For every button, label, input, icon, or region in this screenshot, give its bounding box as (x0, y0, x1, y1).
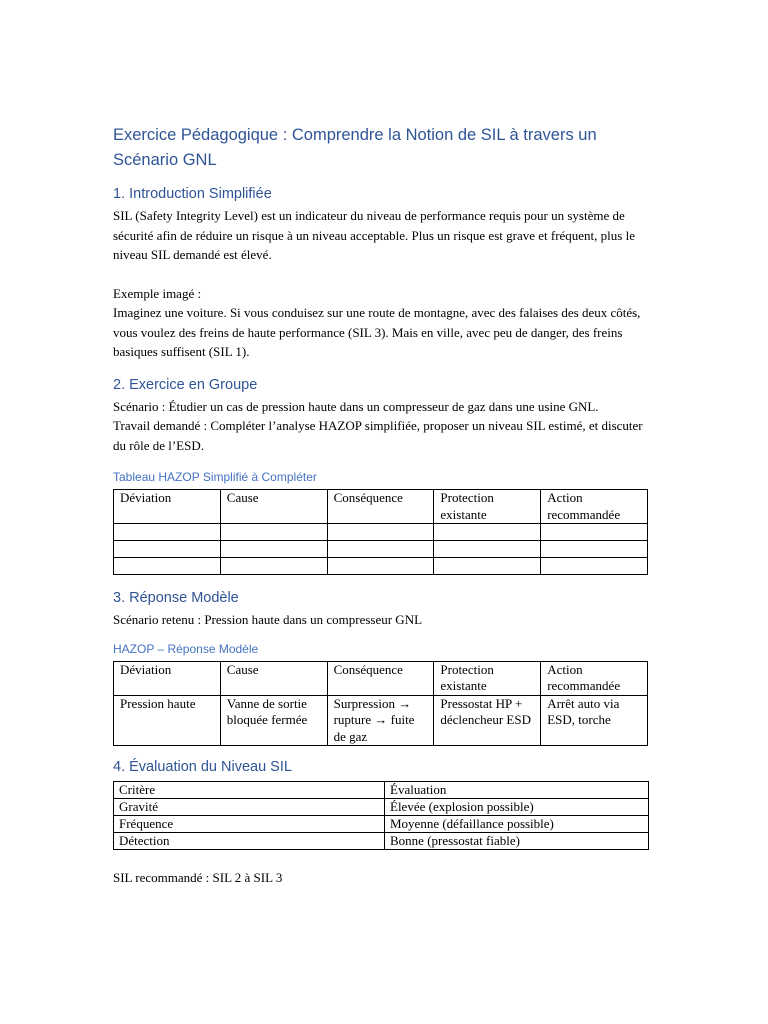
table-row (114, 833, 649, 850)
table-header-cell: Déviation (114, 490, 221, 524)
document-page (113, 123, 648, 888)
table-cell: Arrêt auto via ESD, torche (541, 695, 648, 746)
table-header-cell: Cause (220, 490, 327, 524)
table-header-cell: Action recommandée (541, 661, 648, 695)
table-header-cell: Action recommandée (541, 490, 648, 524)
hazop-answer-table-caption: HAZOP – Réponse Modèle (113, 641, 259, 656)
exercise-scenario: Scénario : Étudier un cas de pression haute dans un compresseur de gaz dans une usine GNL. (113, 398, 599, 414)
table-cell: Fréquence (114, 816, 385, 833)
table-row (114, 799, 649, 816)
table-cell: Bonne (pressostat fiable) (385, 833, 649, 850)
hazop-answer-table (113, 661, 648, 747)
hazop-blank-table (113, 489, 648, 575)
sil-conclusion: SIL recommandé : SIL 2 à SIL 3 (113, 870, 283, 885)
table-row-empty (114, 541, 648, 558)
intro-paragraph: SIL (Safety Integrity Level) est un indicateur du niveau de performance requis pour un système de sécurité afin de réduire un risque à un niveau acceptable. Plus un risque est grave et fréquent, plus le niveau SIL demandé est élevé. (113, 208, 635, 262)
table-header-cell: Conséquence (327, 490, 434, 524)
table-header-cell: Évaluation (385, 782, 649, 799)
table-row (114, 695, 648, 746)
table-cell: Détection (114, 833, 385, 850)
table-header-cell: Protection existante (434, 661, 541, 695)
table-cell: Gravité (114, 799, 385, 816)
table-header-row (114, 782, 649, 799)
table-cell: Pression haute (114, 695, 221, 746)
table-header-cell: Conséquence (327, 661, 434, 695)
answer-scenario: Scénario retenu : Pression haute dans un compresseur GNL (113, 612, 423, 627)
hazop-blank-table-caption: Tableau HAZOP Simplifié à Compléter (113, 470, 317, 484)
table-cell: Élevée (explosion possible) (385, 799, 649, 816)
table-header-row (114, 661, 648, 695)
table-cell: Vanne de sortie bloquée fermée (220, 695, 327, 746)
table-row-empty (114, 524, 648, 541)
table-row (114, 816, 649, 833)
section-heading-answer: 3. Réponse Modèle (113, 590, 239, 606)
table-header-cell: Protection existante (434, 490, 541, 524)
table-header-cell: Critère (114, 782, 385, 799)
table-header-row (114, 490, 648, 524)
table-cell: Surpression → rupture → fuite de gaz (327, 695, 434, 746)
table-header-cell: Cause (220, 661, 327, 695)
sil-evaluation-table (113, 781, 649, 850)
table-header-cell: Déviation (114, 661, 221, 695)
section-heading-evaluation: 4. Évaluation du Niveau SIL (113, 759, 292, 775)
example-label: Exemple imagé : (113, 285, 202, 301)
table-row-empty (114, 558, 648, 575)
exercise-task: Travail demandé : Compléter l’analyse HAZOP simplifiée, proposer un niveau SIL estimé, et discuter du rôle de l’ESD. (113, 418, 643, 453)
section-heading-exercise: 2. Exercice en Groupe (113, 376, 258, 393)
table-cell: Pressostat HP + déclencheur ESD (434, 695, 541, 746)
document-title: Exercice Pédagogique : Comprendre la Notion de SIL à travers un Scénario GNL (113, 126, 597, 169)
example-text: Imaginez une voiture. Si vous conduisez sur une route de montagne, avec des falaises des deux côtés, vous voulez des freins de haute performance (SIL 3). Mais en ville, avec peu de danger, des freins basiques suffisent (SIL 1). (113, 305, 641, 359)
section-heading-introduction: 1. Introduction Simplifiée (113, 186, 272, 202)
table-cell: Moyenne (défaillance possible) (385, 816, 649, 833)
